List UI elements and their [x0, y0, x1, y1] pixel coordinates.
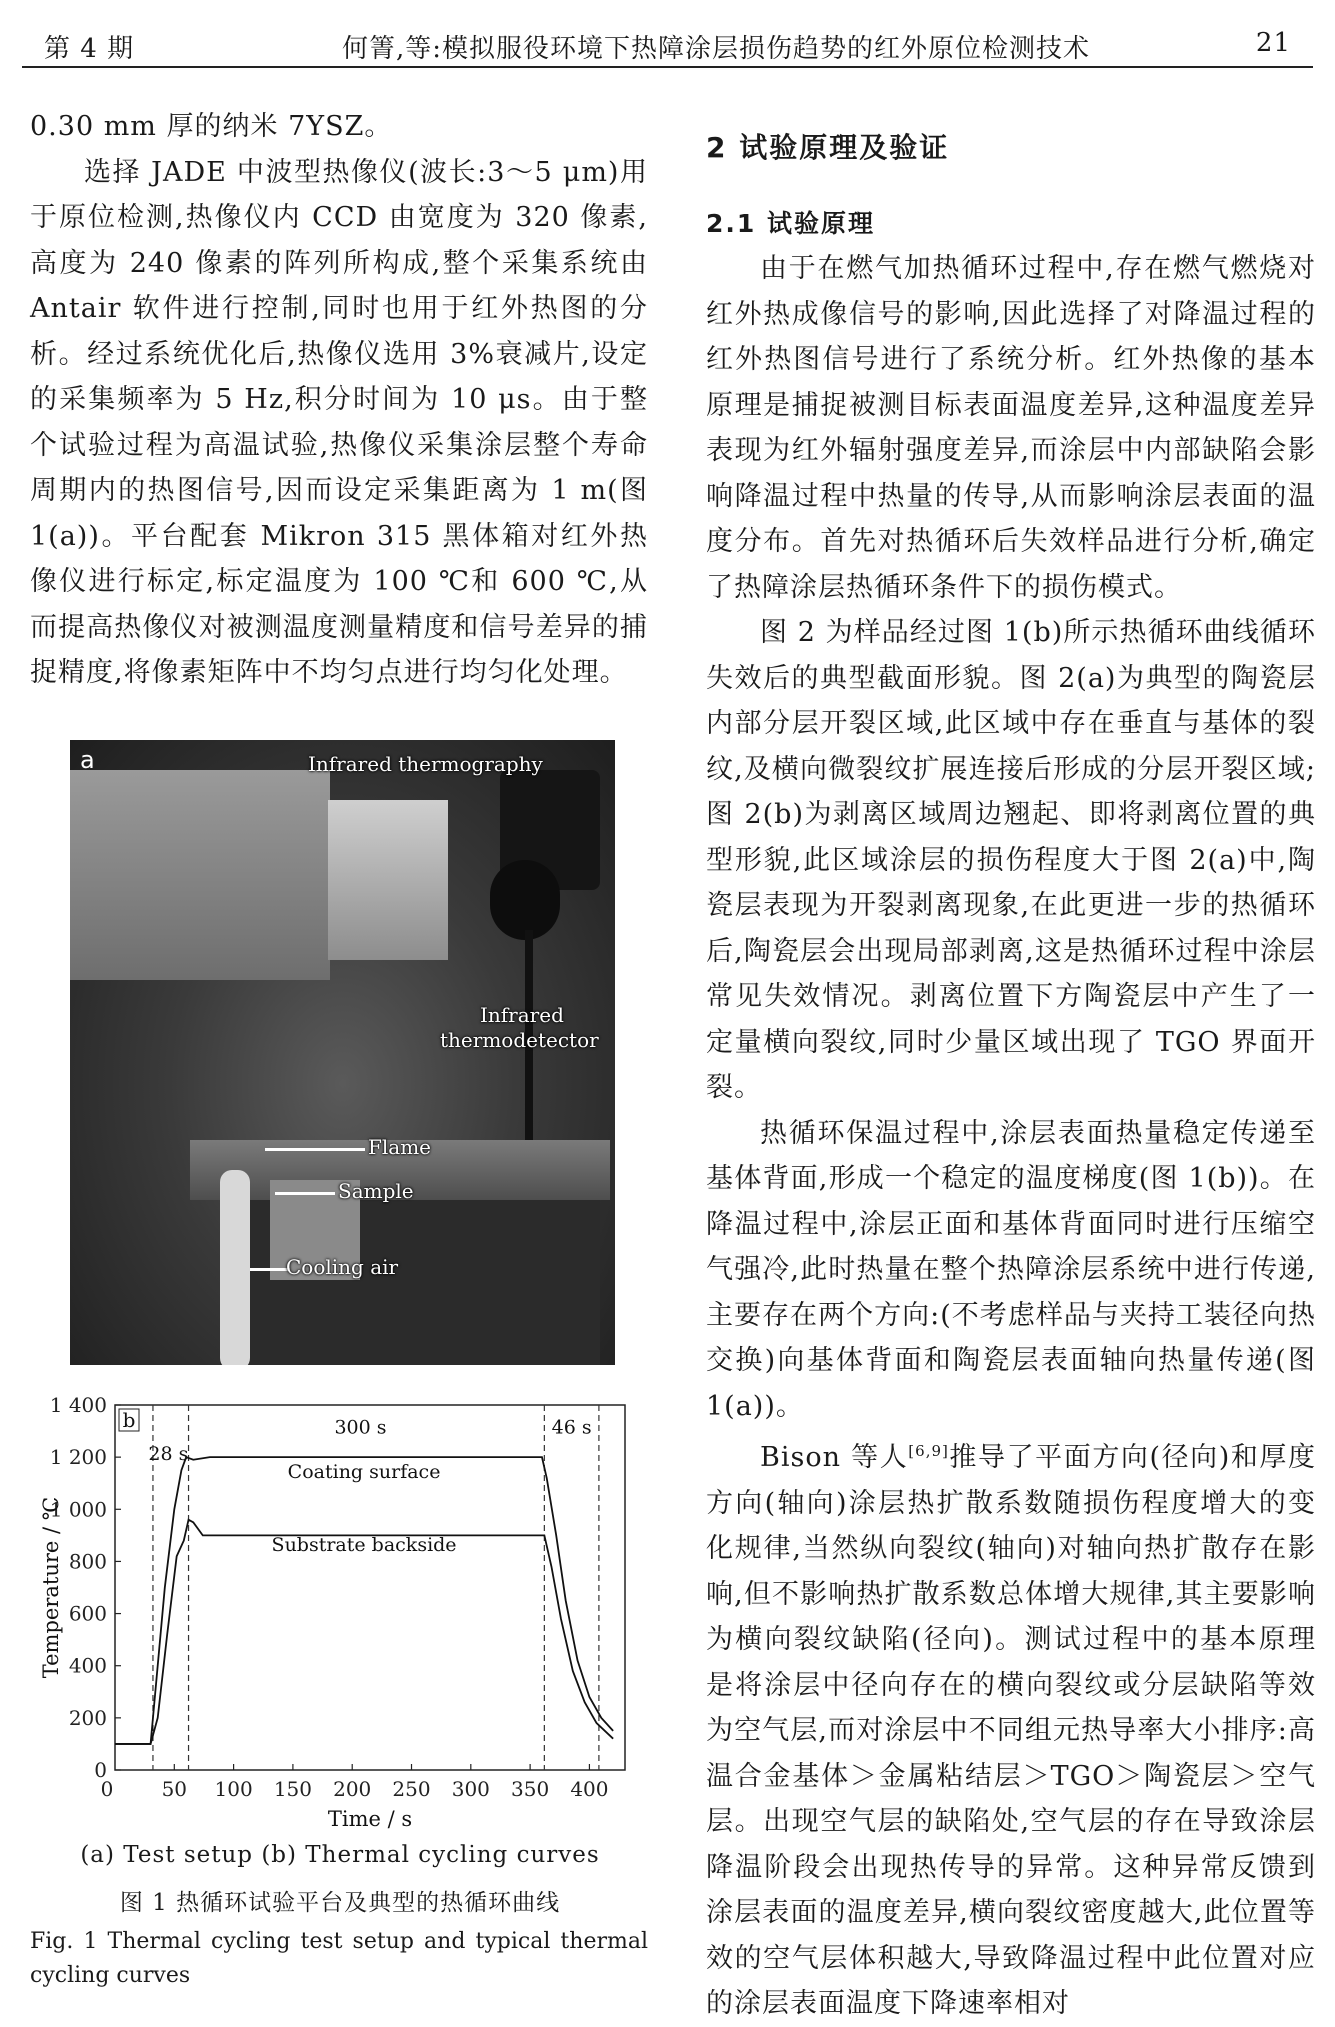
left-column	[30, 104, 648, 696]
y-tick-label: 1 200	[49, 1445, 107, 1470]
x-tick-label: 250	[392, 1777, 431, 1801]
x-axis-label: Time / s	[327, 1807, 413, 1831]
thermal-cycling-chart	[40, 1395, 640, 1839]
duration-annotation: 300 s	[334, 1416, 387, 1439]
right-paragraph-2: 图 2 为样品经过图 1(b)所示热循环曲线循环失效后的典型截面形貌。图 2(a)为典型的陶瓷层内部分层开裂区域,此区域中存在垂直与基体的裂纹,及横向微裂纹扩展连接后形成的分层开裂区域;图 2(b)为剥离区域周边翘起、即将剥离位置的典型形貌,此区域涂层的损伤程度大于图 2(a)中,陶瓷层表现为开裂剥离现象,在此更进一步的热循环后,陶瓷层会出现局部剥离,这是热循环过程中涂层常见失效情况。剥离位置下方陶瓷层中产生了一定量横向裂纹,同时少量区域出现了 TGO 界面开裂。	[706, 617, 1316, 1103]
left-paragraph-1: 选择 JADE 中波型热像仪(波长:3～5 μm)用于原位检测,热像仪内 CCD 由宽度为 320 像素,高度为 240 像素的阵列所构成,整个采集系统由 Antair 软件进行控制,同时也用于红外热图的分析。经过系统优化后,热像仪选用 3%衰减片,设定的采集频率为 5 Hz,积分时间为 10 μs。由于整个试验过程为高温试验,热像仪采集涂层整个寿命周期内的热图信号,因而设定采集距离为 1 m(图 1(a))。平台配套 Mikron 315 黑体箱对红外热像仪进行标定,标定温度为 100 ℃和 600 ℃,从而提高热像仪对被测温度测量精度和信号差异的捕捉精度,将像素矩阵中不均匀点进行均匀化处理。	[30, 156, 648, 688]
page-number: 21	[1255, 28, 1291, 58]
issue-number: 第 4 期	[44, 34, 135, 64]
equipment-box	[328, 800, 448, 960]
y-tick-label: 1 400	[49, 1395, 107, 1417]
test-setup-photo	[70, 740, 615, 1365]
duration-annotation: 46 s	[551, 1416, 592, 1439]
y-axis-label: Temperature / ℃	[40, 1496, 63, 1679]
sample-arrow	[275, 1192, 335, 1195]
section-heading: 2 试验原理及验证	[706, 131, 950, 164]
right-column	[706, 104, 1316, 2027]
x-tick-label: 150	[273, 1777, 313, 1801]
air-pipe	[220, 1170, 250, 1365]
header-rule	[22, 66, 1313, 68]
x-tick-label: 50	[161, 1777, 188, 1801]
coating-surface-label: Coating surface	[287, 1461, 441, 1483]
right-paragraph-4	[706, 1429, 1316, 2027]
y-tick-label: 400	[68, 1653, 107, 1678]
label-infrared-thermography: Infrared thermography	[308, 752, 543, 776]
article-running-title: 何箐,等:模拟服役环境下热障涂层损伤趋势的红外原位检测技术	[342, 34, 1091, 64]
label-flame: Flame	[368, 1135, 431, 1159]
figure-caption-cn: 图 1 热循环试验平台及典型的热循环曲线	[119, 1890, 561, 1916]
coating-surface-line	[115, 1457, 613, 1744]
y-tick-label: 200	[68, 1705, 107, 1730]
x-tick-label: 100	[214, 1777, 253, 1801]
p4-lead: Bison 等人	[760, 1442, 909, 1473]
x-tick-label: 300	[451, 1777, 490, 1801]
flame-arrow	[265, 1148, 365, 1151]
camera-lens	[490, 860, 560, 940]
x-tick-label: 400	[570, 1777, 609, 1801]
x-tick-label-origin: 0	[100, 1777, 114, 1801]
panel-label-b: b	[122, 1408, 136, 1432]
running-header	[22, 20, 1313, 64]
y-tick-label: 0	[94, 1758, 107, 1782]
substrate-backside-label: Substrate backside	[271, 1534, 457, 1556]
left-paragraph-0: 0.30 mm 厚的纳米 7YSZ。	[30, 111, 393, 142]
cooling-air-arrow	[250, 1268, 290, 1271]
y-tick-label: 1 000	[49, 1497, 107, 1522]
label-sample: Sample	[338, 1179, 414, 1203]
label-cooling-air: Cooling air	[286, 1255, 399, 1279]
x-tick-label: 200	[333, 1777, 372, 1801]
label-infrared: Infrared	[480, 1003, 564, 1027]
chart-svg	[40, 1395, 640, 1835]
duration-annotation: 28 s	[148, 1442, 189, 1465]
y-tick-label: 600	[68, 1601, 107, 1626]
right-paragraph-3: 热循环保温过程中,涂层表面热量稳定传递至基体背面,形成一个稳定的温度梯度(图 1(b))。在降温过程中,涂层正面和基体背面同时进行压缩空气强冷,此时热量在整个热障涂层系统中进行传递,主要存在两个方向:(不考虑样品与夹持工装径向热交换)向基体背面和陶瓷层表面轴向热量传递(图 1(a))。	[706, 1117, 1316, 1422]
figure-subcaption: (a) Test setup (b) Thermal cycling curves	[80, 1842, 600, 1868]
control-cabinet	[70, 770, 330, 980]
subsection-heading: 2.1 试验原理	[706, 209, 875, 238]
right-paragraph-1: 由于在燃气加热循环过程中,存在燃气燃烧对红外热成像信号的影响,因此选择了对降温过程的红外热图信号进行了系统分析。红外热像的基本原理是捕捉被测目标表面温度差异,这种温度差异表现为红外辐射强度差异,而涂层中内部缺陷会影响降温过程中热量的传导,从而影响涂层表面的温度分布。首先对热循环后失效样品进行分析,确定了热障涂层热循环条件下的损伤模式。	[706, 253, 1316, 603]
citation: [6,9]	[908, 1442, 949, 1460]
label-thermodetector: thermodetector	[440, 1028, 599, 1052]
figure-caption-en: Fig. 1 Thermal cycling test setup and typical thermal cycling curves	[30, 1929, 648, 1988]
panel-label-a: a	[80, 746, 95, 774]
y-tick-label: 800	[68, 1549, 107, 1574]
x-tick-label: 350	[511, 1777, 550, 1801]
p4-rest: 推导了平面方向(径向)和厚度方向(轴向)涂层热扩散系数随损伤程度增大的变化规律,当然纵向裂纹(轴向)对轴向热扩散存在影响,但不影响热扩散系数总体增大规律,其主要影响为横向裂纹缺陷(径向)。测试过程中的基本原理是将涂层中径向存在的横向裂纹或分层缺陷等效为空气层,而对涂层中不同组元热导率大小排序:高温合金基体＞金属粘结层＞TGO＞陶瓷层＞空气层。出现空气层的缺陷处,空气层的存在导致涂层降温阶段会出现热传导的异常。这种异常反馈到涂层表面的温度差异,横向裂纹密度越大,此位置等效的空气层体积越大,导致降温过程中此位置对应的涂层表面温度下降速率相对	[706, 1442, 1316, 2019]
